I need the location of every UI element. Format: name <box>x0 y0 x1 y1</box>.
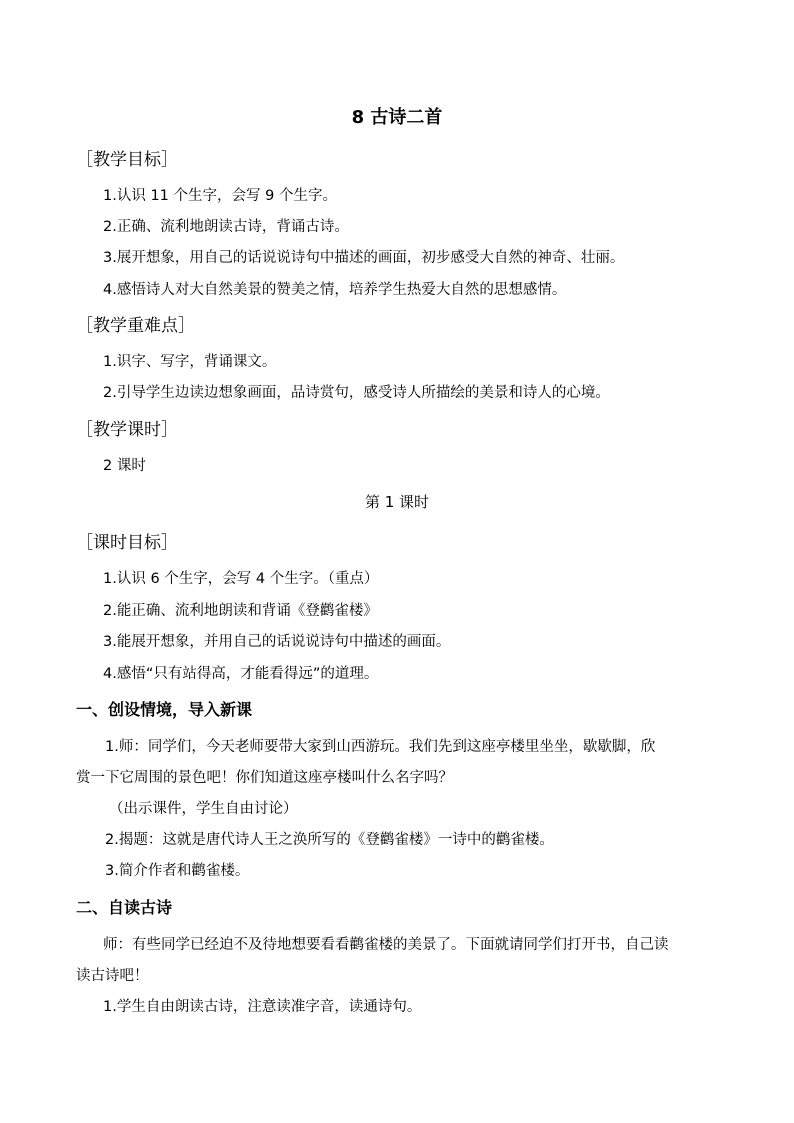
teaching-goal-item: 4.感悟诗人对大自然美景的赞美之情，培养学生热爱大自然的思想感情。 <box>103 282 567 298</box>
paragraph-line: 读古诗吧！ <box>76 968 149 984</box>
paragraph-line: 1.师：同学们，今天老师要带大家到山西游玩。我们先到这座亭楼里坐坐，歇歇脚，欣 <box>105 739 656 755</box>
paragraph-line: 3.简介作者和鹳雀楼。 <box>105 863 250 879</box>
section-heading: 一、创设情境，导入新课 <box>76 700 253 719</box>
teaching-goal-item: 3.展开想象，用自己的话说说诗句中描述的画面，初步感受大自然的神奇、壮丽。 <box>103 250 625 266</box>
paragraph-line: 赏一下它周围的景色吧！你们知道这座亭楼叫什么名字吗？ <box>76 770 453 786</box>
key-point-item: 1.识字、写字，背诵课文。 <box>103 354 277 370</box>
paragraph-line: 师：有些同学已经迫不及待地想要看看鹳雀楼的美景了。下面就请同学们打开书，自己读 <box>103 937 669 953</box>
lesson-goal-item: 2.能正确、流利地朗读和背诵《登鹳雀楼》 <box>103 603 378 619</box>
key-point-item: 2.引导学生边读边想象画面，品诗赏句，感受诗人所描绘的美景和诗人的心境。 <box>103 385 610 401</box>
document-title: 8 古诗二首 <box>351 107 443 128</box>
paragraph-line: 2.揭题：这就是唐代诗人王之涣所写的《登鹳雀楼》一诗中的鹳雀楼。 <box>105 832 554 848</box>
teaching-goals-heading: ［教学目标］ <box>76 150 178 170</box>
lesson-title: 第 1 课时 <box>364 493 430 511</box>
lesson-goal-item: 4.感悟“只有站得高，才能看得远”的道理。 <box>103 666 379 682</box>
class-hours-heading: ［教学课时］ <box>76 420 178 440</box>
teaching-goal-item: 1.认识 11 个生字，会写 9 个生字。 <box>103 188 337 204</box>
paragraph-note: （出示课件，学生自由讨论） <box>109 801 298 817</box>
class-hours-value: 2 课时 <box>103 458 146 474</box>
lesson-goals-heading: ［课时目标］ <box>76 533 178 553</box>
lesson-goal-item: 3.能展开想象，并用自己的话说说诗句中描述的画面。 <box>103 634 451 650</box>
lesson-goal-item: 1.认识 6 个生字，会写 4 个生字。（重点） <box>103 571 379 587</box>
teaching-goal-item: 2.正确、流利地朗读古诗，背诵古诗。 <box>103 219 349 235</box>
section-heading: 二、自读古诗 <box>76 898 173 917</box>
paragraph-line: 1.学生自由朗读古诗，注意读准字音，读通诗句。 <box>103 999 422 1015</box>
key-points-heading: ［教学重难点］ <box>76 316 195 336</box>
